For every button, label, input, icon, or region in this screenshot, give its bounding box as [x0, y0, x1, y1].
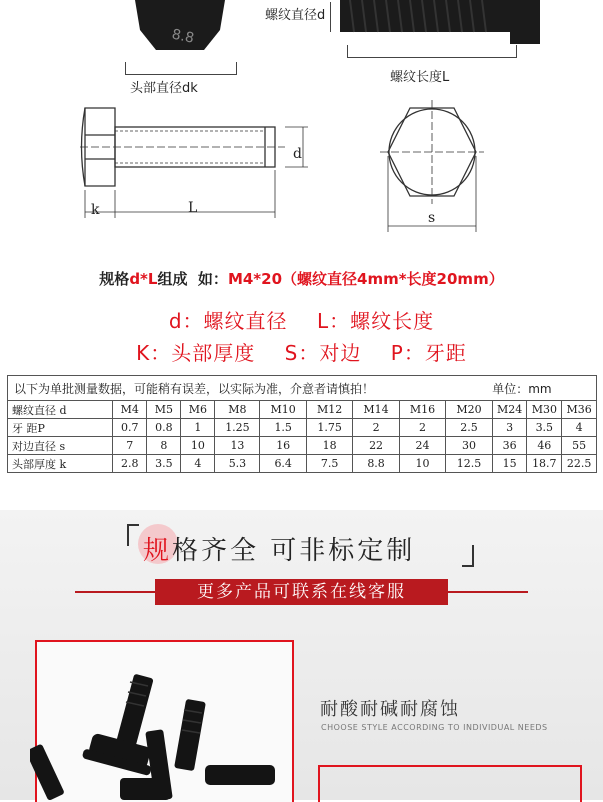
table-cell: M16: [399, 401, 445, 419]
feature-title: 耐酸耐碱耐腐蚀: [320, 699, 460, 720]
table-cell: 4: [181, 455, 215, 473]
bolt-head-photo: [120, 0, 240, 62]
definitions-line-2: K：头部厚度 S：对边 P：牙距: [136, 341, 467, 365]
table-cell: 7.5: [306, 455, 352, 473]
title-bracket-close: [462, 545, 474, 567]
L-dimension-line: [347, 45, 517, 58]
d-label: 螺纹直径d: [265, 8, 326, 23]
table-row: [8, 437, 597, 455]
table-cell: 8.8: [353, 455, 399, 473]
table-cell: 36: [492, 437, 527, 455]
k-drawing-label: k: [91, 202, 100, 218]
bolt-side-photo: [340, 0, 540, 48]
table-row: [8, 455, 597, 473]
dk-label: 头部直径dk: [130, 81, 198, 96]
table-cell: 2: [399, 419, 445, 437]
table-cell: 4: [562, 419, 597, 437]
table-cell: 18: [306, 437, 352, 455]
table-cell: M6: [181, 401, 215, 419]
spec-format-line: [0, 268, 603, 289]
L-label: 螺纹长度L: [390, 70, 450, 85]
table-cell: M10: [260, 401, 306, 419]
table-cell: 0.8: [147, 419, 181, 437]
L-drawing-label: L: [188, 200, 198, 216]
table-cell: 46: [527, 437, 562, 455]
row-label: 对边直径 s: [8, 437, 113, 455]
d-dimension-line: [330, 2, 331, 32]
spec-example-label: 如：: [197, 270, 228, 288]
table-cell: M30: [527, 401, 562, 419]
table-cell: 10: [181, 437, 215, 455]
definitions-line-1: d：螺纹直径 L：螺纹长度: [168, 309, 435, 333]
spec-table: [7, 375, 597, 473]
table-cell: 55: [562, 437, 597, 455]
table-cell: 22.5: [562, 455, 597, 473]
table-cell: 1.75: [306, 419, 352, 437]
table-note-row: [8, 376, 597, 401]
table-cell: 0.7: [113, 419, 147, 437]
s-drawing-label: s: [428, 210, 436, 226]
table-cell: 2.8: [113, 455, 147, 473]
row-label: 头部厚度 k: [8, 455, 113, 473]
svg-text:8.8: 8.8: [170, 26, 196, 47]
table-cell: 8: [147, 437, 181, 455]
table-cell: M24: [492, 401, 527, 419]
dk-dimension-line: [125, 62, 237, 75]
spec-suffix: 组成: [157, 270, 188, 288]
table-cell: M4: [113, 401, 147, 419]
banner-line-right: [443, 591, 528, 593]
table-cell: 1.25: [215, 419, 260, 437]
contact-banner: 更多产品可联系在线客服: [155, 579, 448, 605]
table-cell: 7: [113, 437, 147, 455]
table-cell: M8: [215, 401, 260, 419]
title-first-char: 规: [143, 536, 173, 566]
table-cell: 3: [492, 419, 527, 437]
product-bolts-photo: [30, 670, 280, 800]
row-label: 牙 距P: [8, 419, 113, 437]
table-cell: 3.5: [527, 419, 562, 437]
table-cell: 2.5: [446, 419, 493, 437]
table-cell: 2: [353, 419, 399, 437]
table-cell: M14: [353, 401, 399, 419]
feature-frame: [318, 765, 582, 802]
table-row: [8, 401, 597, 419]
row-label: 螺纹直径 d: [8, 401, 113, 419]
table-cell: 6.4: [260, 455, 306, 473]
spec-prefix: 规格: [99, 270, 130, 288]
table-cell: 22: [353, 437, 399, 455]
spec-pattern: d*L: [129, 270, 158, 288]
table-cell: 18.7: [527, 455, 562, 473]
table-cell: 12.5: [446, 455, 493, 473]
table-cell: 1.5: [260, 419, 306, 437]
table-cell: 16: [260, 437, 306, 455]
table-row: [8, 419, 597, 437]
d-drawing-label: d: [293, 146, 302, 162]
title-rest: 格齐全 可非标定制: [172, 536, 416, 566]
table-cell: M12: [306, 401, 352, 419]
promo-title: [143, 530, 415, 567]
table-cell: 3.5: [147, 455, 181, 473]
table-cell: 13: [215, 437, 260, 455]
feature-subtitle: CHOOSE STYLE ACCORDING TO INDIVIDUAL NEEDS: [321, 723, 548, 732]
spec-example: M4*20（螺纹直径4mm*长度20mm）: [227, 270, 504, 288]
table-cell: 15: [492, 455, 527, 473]
table-cell: 10: [399, 455, 445, 473]
table-unit: 单位：mm: [492, 376, 596, 401]
banner-line-left: [75, 591, 160, 593]
table-note: 以下为单批测量数据，可能稍有误差，以实际为准，介意者请慎拍！: [8, 376, 493, 401]
table-cell: 30: [446, 437, 493, 455]
table-cell: 5.3: [215, 455, 260, 473]
table-cell: 1: [181, 419, 215, 437]
table-cell: 24: [399, 437, 445, 455]
table-cell: M20: [446, 401, 493, 419]
table-cell: M36: [562, 401, 597, 419]
table-cell: M5: [147, 401, 181, 419]
